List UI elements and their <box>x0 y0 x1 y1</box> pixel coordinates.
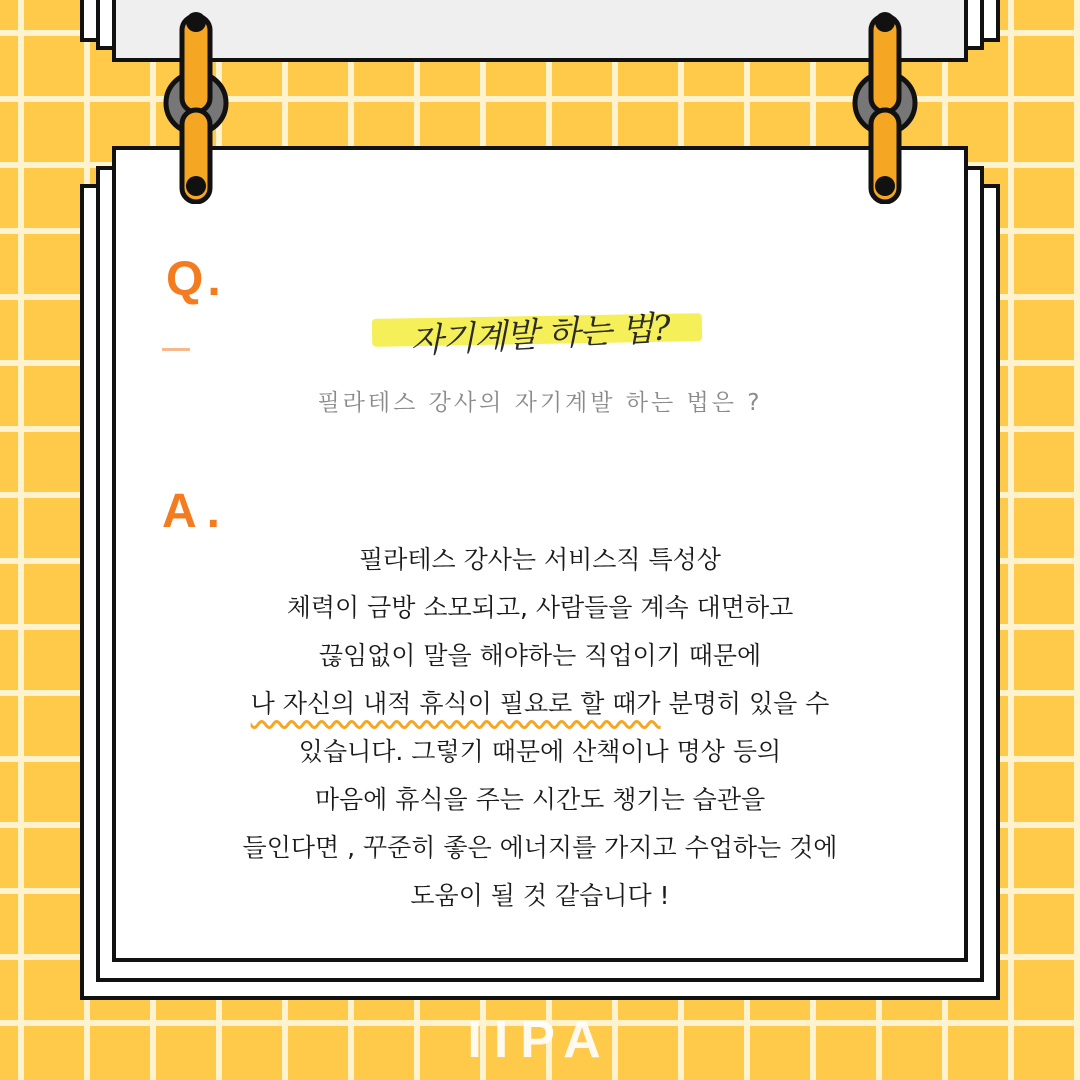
orange-dash-decoration <box>162 348 190 351</box>
top-sheet <box>112 0 968 62</box>
answer-line: 들인다면 , 꾸준히 좋은 에너지를 가지고 수업하는 것에 <box>242 833 838 862</box>
answer-label: A. <box>162 485 230 538</box>
question-label: Q. <box>166 253 225 306</box>
answer-body <box>140 536 940 920</box>
answer-line-rest: 분명히 있을 수 <box>660 689 830 718</box>
question-text: 필라테스 강사의 자기계발 하는 법은 ? <box>317 390 763 416</box>
binder-ring-left-icon <box>161 4 231 204</box>
handwritten-title <box>372 300 708 362</box>
brand-logo: IIPA <box>467 1011 613 1069</box>
answer-line: 끊임없이 말을 해야하는 직업이기 때문에 <box>318 641 762 670</box>
answer-line: 체력이 금방 소모되고, 사람들을 계속 대면하고 <box>286 593 794 622</box>
answer-line: 도움이 될 것 같습니다 ! <box>410 881 670 910</box>
binder-ring-right-icon <box>850 4 920 204</box>
answer-line <box>140 680 940 728</box>
answer-line: 마음에 휴식을 주는 시간도 챙기는 습관을 <box>314 785 766 814</box>
wavy-underlined-phrase: 나 자신의 내적 휴식이 필요로 할 때가 <box>250 689 661 718</box>
handwritten-title-text: 자기계발 하는 법? <box>409 307 671 362</box>
answer-line: 있습니다. 그렇기 때문에 산책이나 명상 등의 <box>298 737 782 766</box>
answer-line: 필라테스 강사는 서비스직 특성상 <box>359 545 721 574</box>
